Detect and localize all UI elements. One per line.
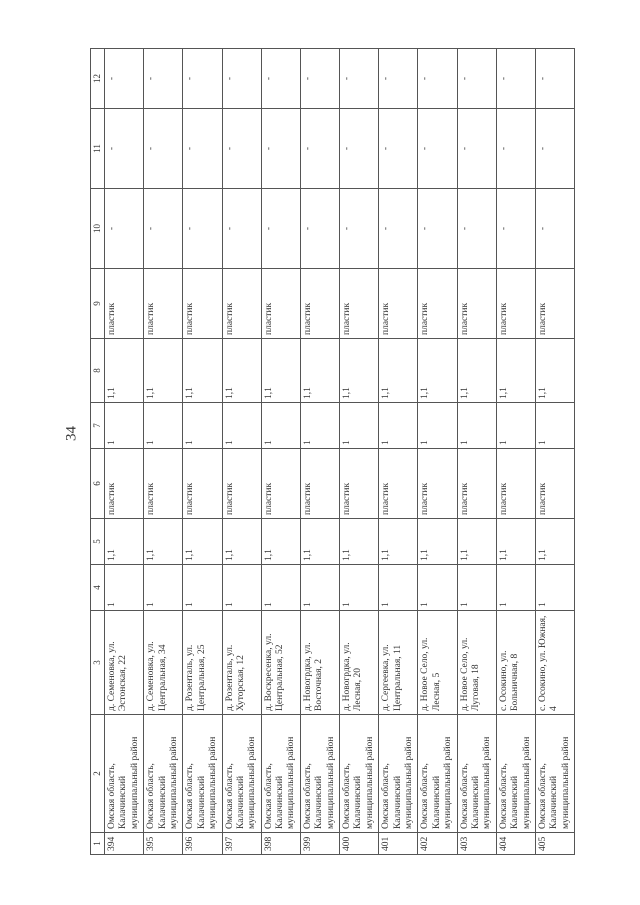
region-cell: Омская область, Калачинский муниципальный район	[222, 715, 261, 833]
row-number: 404	[496, 833, 535, 855]
dash-cell: -	[457, 109, 496, 189]
table-row	[535, 49, 574, 855]
column-header: 7	[91, 403, 105, 449]
region-cell: Омская область, Калачинский муниципальный район	[261, 715, 300, 833]
material-cell: пластик	[457, 269, 496, 339]
region-cell: Омская область, Калачинский муниципальный район	[457, 715, 496, 833]
row-number: 396	[183, 833, 222, 855]
volume-cell: 1,1	[105, 339, 144, 403]
volume-cell: 1,1	[183, 519, 222, 565]
dash-cell: -	[496, 49, 535, 109]
table-row	[222, 49, 261, 855]
table-row	[379, 49, 418, 855]
address-cell: д. Семеновка, ул. Центральная, 34	[144, 611, 183, 715]
count-cell: 1	[340, 403, 379, 449]
dash-cell: -	[418, 109, 457, 189]
count-cell: 1	[105, 403, 144, 449]
volume-cell: 1,1	[222, 519, 261, 565]
dash-cell: -	[535, 49, 574, 109]
count-cell: 1	[496, 403, 535, 449]
dash-cell: -	[418, 189, 457, 269]
column-header: 4	[91, 565, 105, 611]
material-cell: пластик	[300, 449, 339, 519]
dash-cell: -	[183, 189, 222, 269]
table-row	[183, 49, 222, 855]
address-cell: с. Осокино, ул. Больничная, 8	[496, 611, 535, 715]
material-cell: пластик	[340, 269, 379, 339]
dash-cell: -	[261, 49, 300, 109]
dash-cell: -	[379, 49, 418, 109]
dash-cell: -	[222, 189, 261, 269]
row-number: 397	[222, 833, 261, 855]
address-cell: д. Воскресенка, ул. Центральная, 52	[261, 611, 300, 715]
count-cell: 1	[144, 403, 183, 449]
volume-cell: 1,1	[496, 339, 535, 403]
column-header: 8	[91, 339, 105, 403]
address-cell: д. Розенталь, ул. Центральная, 25	[183, 611, 222, 715]
region-cell: Омская область, Калачинский муниципальный район	[379, 715, 418, 833]
volume-cell: 1,1	[535, 519, 574, 565]
table-row	[418, 49, 457, 855]
dash-cell: -	[340, 109, 379, 189]
count-cell: 1	[535, 403, 574, 449]
dash-cell: -	[300, 49, 339, 109]
count-cell: 1	[418, 403, 457, 449]
volume-cell: 1,1	[300, 339, 339, 403]
table-row	[300, 49, 339, 855]
region-cell: Омская область, Калачинский муниципальный район	[300, 715, 339, 833]
table-row	[496, 49, 535, 855]
row-number: 403	[457, 833, 496, 855]
row-number: 399	[300, 833, 339, 855]
material-cell: пластик	[457, 449, 496, 519]
material-cell: пластик	[144, 449, 183, 519]
dash-cell: -	[144, 49, 183, 109]
row-number: 395	[144, 833, 183, 855]
material-cell: пластик	[418, 269, 457, 339]
dash-cell: -	[261, 109, 300, 189]
material-cell: пластик	[144, 269, 183, 339]
count-cell: 1	[418, 565, 457, 611]
volume-cell: 1,1	[105, 519, 144, 565]
material-cell: пластик	[418, 449, 457, 519]
region-cell: Омская область, Калачинский муниципальный район	[144, 715, 183, 833]
material-cell: пластик	[379, 449, 418, 519]
count-cell: 1	[340, 565, 379, 611]
dash-cell: -	[300, 109, 339, 189]
material-cell: пластик	[496, 449, 535, 519]
volume-cell: 1,1	[535, 339, 574, 403]
row-number: 394	[105, 833, 144, 855]
material-cell: пластик	[183, 449, 222, 519]
dash-cell: -	[457, 189, 496, 269]
column-header: 5	[91, 519, 105, 565]
dash-cell: -	[222, 49, 261, 109]
count-cell: 1	[457, 403, 496, 449]
volume-cell: 1,1	[379, 339, 418, 403]
row-number: 400	[340, 833, 379, 855]
column-header: 11	[91, 109, 105, 189]
material-cell: пластик	[496, 269, 535, 339]
address-cell: д. Новое Село, ул. Лесная, 5	[418, 611, 457, 715]
dash-cell: -	[105, 49, 144, 109]
count-cell: 1	[300, 403, 339, 449]
dash-cell: -	[340, 49, 379, 109]
count-cell: 1	[457, 565, 496, 611]
column-header: 1	[91, 833, 105, 855]
region-cell: Омская область, Калачинский муниципальный район	[496, 715, 535, 833]
count-cell: 1	[183, 565, 222, 611]
column-header: 3	[91, 611, 105, 715]
volume-cell: 1,1	[457, 519, 496, 565]
material-cell: пластик	[183, 269, 222, 339]
dash-cell: -	[105, 109, 144, 189]
address-cell: д. Семеновка, ул. Эстонская, 22	[105, 611, 144, 715]
material-cell: пластик	[300, 269, 339, 339]
volume-cell: 1,1	[261, 339, 300, 403]
volume-cell: 1,1	[222, 339, 261, 403]
volume-cell: 1,1	[418, 519, 457, 565]
count-cell: 1	[300, 565, 339, 611]
dash-cell: -	[418, 49, 457, 109]
region-cell: Омская область, Калачинский муниципальный район	[105, 715, 144, 833]
volume-cell: 1,1	[340, 339, 379, 403]
dash-cell: -	[457, 49, 496, 109]
row-number: 398	[261, 833, 300, 855]
count-cell: 1	[222, 565, 261, 611]
count-cell: 1	[261, 565, 300, 611]
material-cell: пластик	[340, 449, 379, 519]
material-cell: пластик	[261, 449, 300, 519]
volume-cell: 1,1	[340, 519, 379, 565]
volume-cell: 1,1	[261, 519, 300, 565]
row-number: 405	[535, 833, 574, 855]
volume-cell: 1,1	[144, 339, 183, 403]
address-cell: д. Сергеевка, ул. Центральная, 11	[379, 611, 418, 715]
dash-cell: -	[379, 109, 418, 189]
region-cell: Омская область, Калачинский муниципальный район	[535, 715, 574, 833]
column-header: 12	[91, 49, 105, 109]
dash-cell: -	[144, 189, 183, 269]
count-cell: 1	[535, 565, 574, 611]
count-cell: 1	[183, 403, 222, 449]
dash-cell: -	[379, 189, 418, 269]
table-row	[457, 49, 496, 855]
volume-cell: 1,1	[418, 339, 457, 403]
material-cell: пластик	[535, 269, 574, 339]
dash-cell: -	[105, 189, 144, 269]
count-cell: 1	[144, 565, 183, 611]
table-row	[144, 49, 183, 855]
material-cell: пластик	[222, 449, 261, 519]
region-cell: Омская область, Калачинский муниципальный район	[183, 715, 222, 833]
address-cell: д. Розенталь, ул. Хуторская, 12	[222, 611, 261, 715]
dash-cell: -	[183, 109, 222, 189]
dash-cell: -	[144, 109, 183, 189]
dash-cell: -	[496, 189, 535, 269]
dash-cell: -	[222, 109, 261, 189]
column-header: 2	[91, 715, 105, 833]
dash-cell: -	[300, 189, 339, 269]
dash-cell: -	[183, 49, 222, 109]
column-header: 6	[91, 449, 105, 519]
count-cell: 1	[222, 403, 261, 449]
page-number: 34	[63, 426, 80, 441]
dash-cell: -	[496, 109, 535, 189]
dash-cell: -	[535, 189, 574, 269]
column-header: 10	[91, 189, 105, 269]
address-cell: д. Новое Село, ул. Луговая, 18	[457, 611, 496, 715]
volume-cell: 1,1	[379, 519, 418, 565]
count-cell: 1	[496, 565, 535, 611]
material-cell: пластик	[261, 269, 300, 339]
column-header: 9	[91, 269, 105, 339]
count-cell: 1	[105, 565, 144, 611]
count-cell: 1	[261, 403, 300, 449]
table-wrapper	[90, 49, 571, 855]
material-cell: пластик	[222, 269, 261, 339]
volume-cell: 1,1	[496, 519, 535, 565]
table-body	[91, 49, 575, 855]
column-number-row	[91, 49, 105, 855]
region-cell: Омская область, Калачинский муниципальный район	[340, 715, 379, 833]
table-row	[105, 49, 144, 855]
address-cell: с. Осокино, ул. Южная, 4	[535, 611, 574, 715]
dash-cell: -	[261, 189, 300, 269]
region-cell: Омская область, Калачинский муниципальный район	[418, 715, 457, 833]
count-cell: 1	[379, 403, 418, 449]
dash-cell: -	[340, 189, 379, 269]
row-number: 402	[418, 833, 457, 855]
volume-cell: 1,1	[144, 519, 183, 565]
material-cell: пластик	[105, 449, 144, 519]
count-cell: 1	[379, 565, 418, 611]
material-cell: пластик	[535, 449, 574, 519]
table-row	[340, 49, 379, 855]
volume-cell: 1,1	[300, 519, 339, 565]
material-cell: пластик	[379, 269, 418, 339]
material-cell: пластик	[105, 269, 144, 339]
address-cell: д. Новогрдка, ул. Лесная, 20	[340, 611, 379, 715]
rotated-table-container	[90, 49, 571, 855]
volume-cell: 1,1	[183, 339, 222, 403]
table-row	[261, 49, 300, 855]
address-cell: д. Новогрдка, ул. Восточная, 2	[300, 611, 339, 715]
dash-cell: -	[535, 109, 574, 189]
row-number: 401	[379, 833, 418, 855]
data-table	[90, 48, 575, 855]
volume-cell: 1,1	[457, 339, 496, 403]
